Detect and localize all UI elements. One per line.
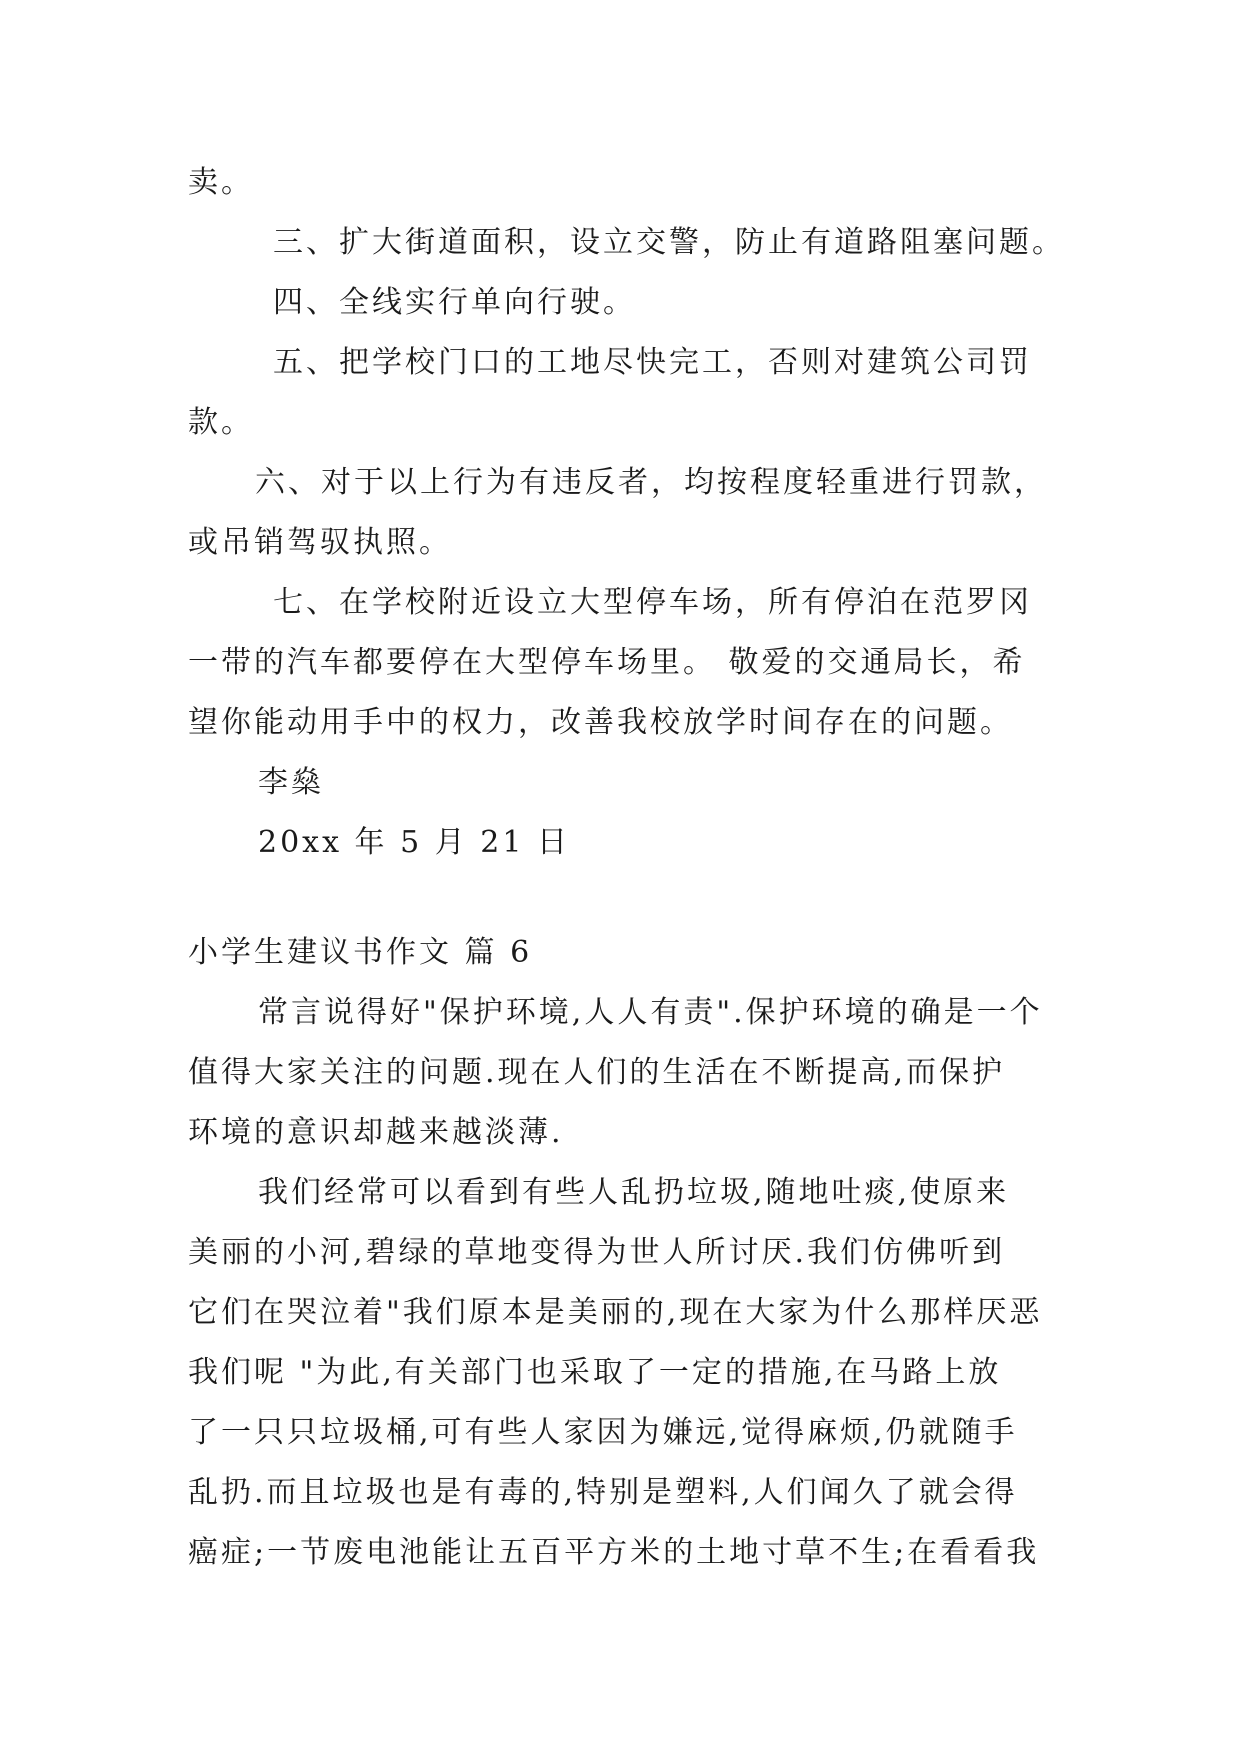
text-line: 我们经常可以看到有些人乱扔垃圾,随地吐痰,使原来 (258, 1175, 1010, 1210)
text-line: 卖。 (188, 165, 254, 200)
text-line: 一带的汽车都要停在大型停车场里。 敬爱的交通局长，希 (188, 645, 1026, 680)
text-line: 值得大家关注的问题.现在人们的生活在不断提高,而保护 (188, 1055, 1006, 1090)
text-line: 美丽的小河,碧绿的草地变得为世人所讨厌.我们仿佛听到 (188, 1235, 1006, 1270)
signature-name: 李燊 (258, 765, 324, 800)
text-line: 或吊销驾驭执照。 (188, 525, 452, 560)
text-line: 乱扔.而且垃圾也是有毒的,特别是塑料,人们闻久了就会得 (188, 1475, 1018, 1510)
text-line: 我们呢 "为此,有关部门也采取了一定的措施,在马路上放 (188, 1355, 1002, 1390)
text-line: 四、全线实行单向行驶。 (273, 285, 636, 320)
text-line: 望你能动用手中的权力，改善我校放学时间存在的问题。 (188, 705, 1013, 740)
letter-date: 20xx 年 5 月 21 日 (258, 825, 570, 860)
text-line: 了一只只垃圾桶,可有些人家因为嫌远,觉得麻烦,仍就随手 (188, 1415, 1018, 1450)
text-line: 环境的意识却越来越淡薄. (188, 1115, 564, 1150)
text-line: 三、扩大街道面积，设立交警，防止有道路阻塞问题。 (273, 225, 1065, 260)
text-line: 七、在学校附近设立大型停车场，所有停泊在范罗冈 (273, 585, 1032, 620)
text-line: 常言说得好"保护环境,人人有责".保护环境的确是一个 (258, 995, 1043, 1030)
text-line: 六、对于以上行为有违反者，均按程度轻重进行罚款， (255, 465, 1047, 500)
text-line: 癌症;一节废电池能让五百平方米的土地寸草不生;在看看我 (188, 1535, 1040, 1570)
text-line: 款。 (188, 405, 254, 440)
text-line: 五、把学校门口的工地尽快完工，否则对建筑公司罚 (273, 345, 1032, 380)
text-line: 它们在哭泣着"我们原本是美丽的,现在大家为什么那样厌恶 (188, 1295, 1043, 1330)
section-heading: 小学生建议书作文 篇 6 (188, 935, 533, 970)
